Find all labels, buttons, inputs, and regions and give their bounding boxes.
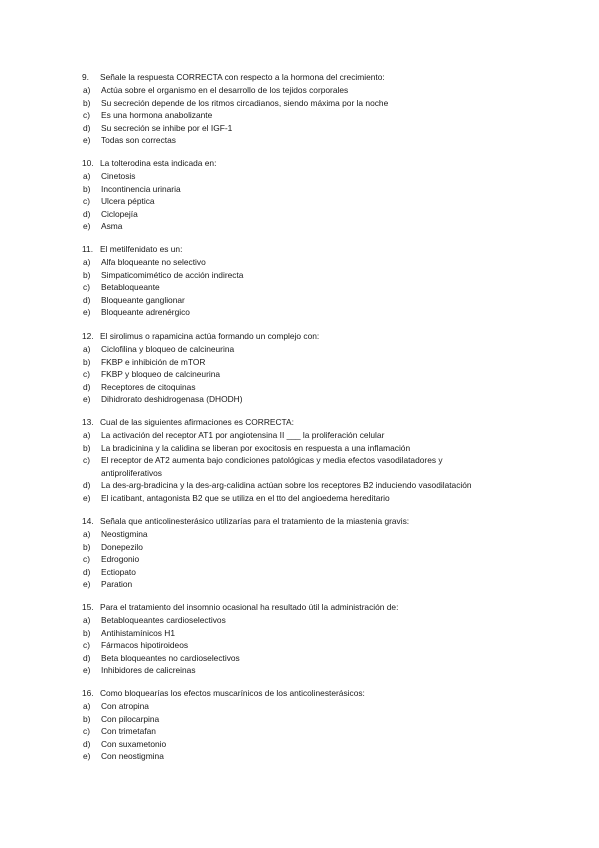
- option-letter: e): [83, 135, 91, 146]
- option-letter: d): [83, 652, 91, 663]
- option-text: Betabloqueantes cardioselectivos: [101, 614, 226, 625]
- option-text: Ciclofilina y bloqueo de calcineurina: [101, 343, 235, 354]
- option-text: Donepezilo: [101, 541, 143, 552]
- option-text: La des-arg-bradicina y la des-arg-calidina actúan sobre los receptores B2 induciendo vasodilatación: [101, 480, 472, 491]
- option-letter: d): [83, 208, 91, 219]
- option-letter: e): [83, 394, 91, 405]
- option-text: Simpaticomimético de acción indirecta: [101, 269, 244, 280]
- option-text: Cinetosis: [101, 170, 136, 181]
- option-d: [82, 294, 552, 307]
- option-list: [82, 429, 552, 505]
- option-d: [82, 479, 552, 492]
- option-text: Paration: [101, 579, 133, 590]
- option-text: El icatibant, antagonista B2 que se utiliza en el tto del angioedema hereditario: [101, 492, 390, 503]
- option-letter: b): [83, 183, 91, 194]
- option-c: [82, 725, 552, 738]
- option-letter: d): [83, 566, 91, 577]
- option-text: La activación del receptor AT1 por angiotensina II ___ la proliferación celular: [101, 429, 385, 440]
- option-letter: a): [83, 429, 91, 440]
- option-text: Con atropina: [101, 700, 149, 711]
- question-stem: [82, 157, 552, 169]
- option-b: [82, 541, 552, 554]
- option-b: [82, 183, 552, 196]
- option-c: [82, 454, 552, 479]
- option-list: [82, 528, 552, 591]
- option-text: Con neostigmina: [101, 751, 164, 762]
- option-text: El receptor de AT2 aumenta bajo condiciones patológicas y media efectos vasodilatadores y antiproliferativos: [101, 455, 443, 478]
- option-letter: a): [83, 84, 91, 95]
- question-text: El metilfenidato es un:: [100, 244, 183, 254]
- option-letter: c): [83, 196, 90, 207]
- question-number: 9.: [82, 72, 89, 82]
- option-b: [82, 269, 552, 282]
- question-stem: [82, 515, 552, 527]
- option-letter: c): [83, 455, 90, 466]
- option-e: [82, 134, 552, 147]
- option-text: Con suxametonio: [101, 738, 167, 749]
- option-text: Con pilocarpina: [101, 713, 160, 724]
- question-text: Como bloquearías los efectos muscarínicos de los anticolinesterásicos:: [100, 688, 365, 698]
- option-text: Neostigmina: [101, 528, 148, 539]
- option-letter: a): [83, 700, 91, 711]
- option-letter: e): [83, 221, 91, 232]
- option-e: [82, 393, 552, 406]
- option-e: [82, 306, 552, 319]
- question-number: 14.: [82, 516, 94, 526]
- option-letter: b): [83, 442, 91, 453]
- option-text: Antihistamínicos H1: [101, 627, 176, 638]
- question-stem: [82, 243, 552, 255]
- option-text: La bradicinina y la calidina se liberan por exocitosis en respuesta a una inflamación: [101, 442, 411, 453]
- option-c: [82, 553, 552, 566]
- option-letter: d): [83, 738, 91, 749]
- option-a: [82, 700, 552, 713]
- option-list: [82, 700, 552, 763]
- option-text: FKBP y bloqueo de calcineurina: [101, 369, 221, 380]
- question-text: Señala que anticolinesterásico utilizarías para el tratamiento de la miastenia gravis:: [100, 516, 410, 526]
- option-e: [82, 750, 552, 763]
- option-text: Incontinencia urinaria: [101, 183, 181, 194]
- option-letter: d): [83, 480, 91, 491]
- option-letter: a): [83, 170, 91, 181]
- option-e: [82, 664, 552, 677]
- option-c: [82, 639, 552, 652]
- option-letter: b): [83, 356, 91, 367]
- option-letter: c): [83, 369, 90, 380]
- option-letter: b): [83, 713, 91, 724]
- option-letter: c): [83, 640, 90, 651]
- option-text: Dihidrorato deshidrogenasa (DHODH): [101, 394, 243, 405]
- option-text: Ectiopato: [101, 566, 136, 577]
- option-letter: a): [83, 256, 91, 267]
- option-text: Con trimetafan: [101, 726, 156, 737]
- option-text: FKBP e inhibición de mTOR: [101, 356, 206, 367]
- option-a: [82, 256, 552, 269]
- question-stem: [82, 416, 552, 428]
- question-stem: [82, 601, 552, 613]
- option-c: [82, 109, 552, 122]
- option-text: Fármacos hipotiroideos: [101, 640, 189, 651]
- option-letter: e): [83, 307, 91, 318]
- option-text: Su secreción se inhibe por el IGF-1: [101, 122, 233, 133]
- option-letter: d): [83, 294, 91, 305]
- option-text: Ciclopejía: [101, 208, 138, 219]
- option-e: [82, 492, 552, 505]
- option-letter: c): [83, 110, 90, 121]
- option-text: Beta bloqueantes no cardioselectivos: [101, 652, 240, 663]
- option-list: [82, 256, 552, 319]
- question-13: [82, 416, 552, 504]
- option-c: [82, 368, 552, 381]
- option-letter: d): [83, 381, 91, 392]
- option-letter: b): [83, 269, 91, 280]
- option-text: Asma: [101, 221, 123, 232]
- option-e: [82, 220, 552, 233]
- question-9: [82, 71, 552, 147]
- option-list: [82, 84, 552, 147]
- option-b: [82, 356, 552, 369]
- option-letter: e): [83, 751, 91, 762]
- option-text: Todas son correctas: [101, 135, 176, 146]
- option-text: Bloqueante adrenérgico: [101, 307, 190, 318]
- question-stem: [82, 71, 552, 83]
- option-d: [82, 738, 552, 751]
- question-number: 15.: [82, 602, 94, 612]
- option-text: Bloqueante ganglionar: [101, 294, 185, 305]
- option-c: [82, 195, 552, 208]
- option-b: [82, 713, 552, 726]
- option-c: [82, 281, 552, 294]
- option-letter: a): [83, 528, 91, 539]
- question-12: [82, 330, 552, 406]
- question-10: [82, 157, 552, 233]
- option-b: [82, 627, 552, 640]
- question-number: 10.: [82, 158, 94, 168]
- option-letter: c): [83, 282, 90, 293]
- option-letter: e): [83, 579, 91, 590]
- option-letter: c): [83, 554, 90, 565]
- option-a: [82, 614, 552, 627]
- question-text: La tolterodina esta indicada en:: [100, 158, 217, 168]
- option-d: [82, 381, 552, 394]
- option-list: [82, 614, 552, 677]
- option-list: [82, 343, 552, 406]
- question-11: [82, 243, 552, 319]
- option-d: [82, 566, 552, 579]
- question-16: [82, 687, 552, 763]
- option-letter: b): [83, 97, 91, 108]
- option-letter: d): [83, 122, 91, 133]
- question-text: El sirolimus o rapamicina actúa formando un complejo con:: [100, 331, 320, 341]
- option-letter: a): [83, 343, 91, 354]
- option-d: [82, 122, 552, 135]
- option-e: [82, 578, 552, 591]
- option-text: Ulcera péptica: [101, 196, 155, 207]
- option-b: [82, 442, 552, 455]
- option-a: [82, 343, 552, 356]
- question-number: 16.: [82, 688, 94, 698]
- option-b: [82, 97, 552, 110]
- question-14: [82, 515, 552, 591]
- option-text: Alfa bloqueante no selectivo: [101, 256, 206, 267]
- option-letter: e): [83, 665, 91, 676]
- question-stem: [82, 687, 552, 699]
- question-stem: [82, 330, 552, 342]
- question-text: Señale la respuesta CORRECTA con respecto a la hormona del crecimiento:: [100, 72, 385, 82]
- option-a: [82, 429, 552, 442]
- question-number: 11.: [82, 244, 94, 254]
- option-text: Inhibidores de calicreinas: [101, 665, 196, 676]
- option-text: Receptores de citoquinas: [101, 381, 196, 392]
- question-number: 12.: [82, 331, 94, 341]
- question-text: Para el tratamiento del insomnio ocasional ha resultado útil la administración de:: [100, 602, 399, 612]
- option-d: [82, 652, 552, 665]
- option-letter: b): [83, 541, 91, 552]
- question-number: 13.: [82, 417, 94, 427]
- option-text: Su secreción depende de los ritmos circadianos, siendo máxima por la noche: [101, 97, 389, 108]
- option-d: [82, 208, 552, 221]
- option-a: [82, 528, 552, 541]
- option-letter: b): [83, 627, 91, 638]
- option-a: [82, 84, 552, 97]
- option-letter: c): [83, 726, 90, 737]
- option-text: Es una hormona anabolizante: [101, 110, 213, 121]
- option-text: Betabloqueante: [101, 282, 160, 293]
- option-letter: a): [83, 614, 91, 625]
- option-text: Actúa sobre el organismo en el desarrollo de los tejidos corporales: [101, 84, 349, 95]
- option-list: [82, 170, 552, 233]
- question-text: Cual de las siguientes afirmaciones es CORRECTA:: [100, 417, 294, 427]
- option-letter: e): [83, 492, 91, 503]
- option-a: [82, 170, 552, 183]
- option-text: Edrogonio: [101, 554, 140, 565]
- question-15: [82, 601, 552, 677]
